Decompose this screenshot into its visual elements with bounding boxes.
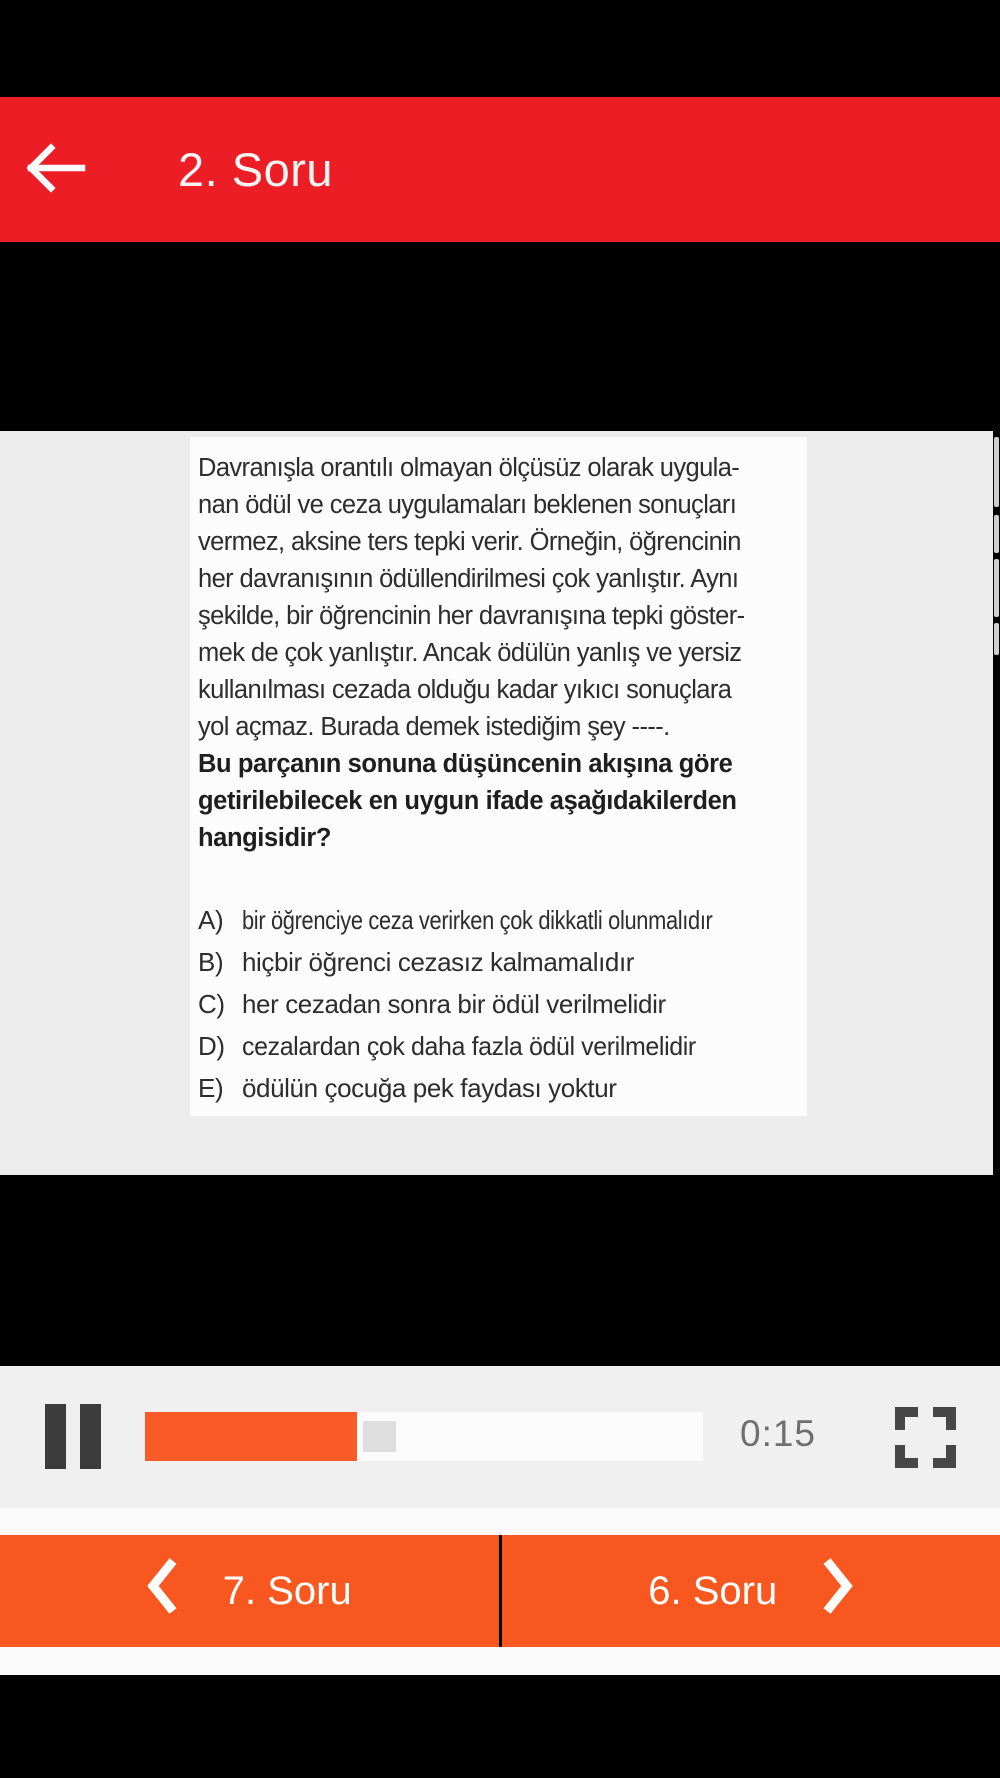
options-list [198, 899, 771, 1109]
status-bar-area [0, 0, 1000, 97]
time-label: 0:15 [740, 1413, 817, 1454]
passage-line: şekilde, bir öğrencinin her davranışına tepki göster- [198, 602, 745, 630]
chevron-right-icon [823, 1556, 853, 1626]
prev-question-label: 7. Soru [222, 1568, 352, 1613]
divider-strip-bottom [0, 1647, 1000, 1675]
fullscreen-button[interactable] [895, 1407, 956, 1468]
option-row-e [198, 1067, 771, 1109]
option-label: B) [198, 947, 224, 977]
option-row-b [198, 941, 771, 983]
question-passage [198, 450, 771, 746]
passage-line: mek de çok yanlıştır. Ancak ödülün yanlış ve yersiz [198, 639, 742, 667]
option-text: cezalardan çok daha fazla ödül verilmelidir [242, 1031, 696, 1061]
passage-line: kullanılması cezada olduğu kadar yıkıcı sonuçlara [198, 676, 732, 704]
divider-strip-top [0, 1508, 1000, 1535]
next-question-button[interactable] [502, 1535, 1000, 1647]
scrollbar-marks [993, 431, 1000, 1175]
back-arrow-icon [24, 141, 86, 198]
pause-icon [80, 1404, 101, 1469]
progress-bar[interactable] [145, 1412, 703, 1461]
fullscreen-icon [933, 1445, 956, 1468]
progress-fill [145, 1412, 357, 1461]
question-card [190, 437, 807, 1116]
option-label: A) [198, 905, 224, 935]
option-label: E) [198, 1073, 224, 1103]
passage-line: yol açmaz. Burada demek istediğim şey ----. [198, 713, 670, 741]
progress-buffer [363, 1421, 396, 1452]
chevron-left-icon [147, 1556, 177, 1626]
fullscreen-icon [895, 1445, 918, 1468]
passage-line: vermez, aksine ters tepki verir. Örneğin, öğrencinin [198, 528, 741, 556]
stem-line: Bu parçanın sonuna düşüncenin akışına göre [198, 750, 733, 778]
question-stem [198, 746, 771, 857]
pause-button[interactable] [45, 1404, 101, 1469]
passage-line: Davranışla orantılı olmayan ölçüsüz olarak uygula- [198, 454, 740, 482]
video-frame[interactable] [0, 431, 993, 1175]
option-text: her cezadan sonra bir ödül verilmelidir [242, 989, 666, 1019]
video-letterbox-bottom [0, 1175, 1000, 1366]
option-row-a [198, 899, 771, 941]
option-text: ödülün çocuğa pek faydası yoktur [242, 1073, 617, 1103]
option-row-d [198, 1025, 771, 1067]
stem-line: hangisidir? [198, 824, 332, 852]
page-title: 2. Soru [178, 143, 334, 196]
fullscreen-icon [933, 1407, 956, 1430]
bottom-black-area [0, 1675, 1000, 1778]
option-label: C) [198, 989, 225, 1019]
fullscreen-icon [895, 1407, 918, 1430]
option-text: bir öğrenciye ceza verirken çok dikkatli olunmalıdır [242, 905, 713, 935]
video-letterbox-top [0, 242, 1000, 431]
passage-line: nan ödül ve ceza uygulamaları beklenen sonuçları [198, 491, 737, 519]
option-text: hiçbir öğrenci cezasız kalmamalıdır [242, 947, 635, 977]
prev-question-button[interactable] [0, 1535, 499, 1647]
question-nav-bar [0, 1535, 1000, 1647]
passage-line: her davranışının ödüllendirilmesi çok yanlıştır. Aynı [198, 565, 739, 593]
option-label: D) [198, 1031, 225, 1061]
option-row-c [198, 983, 771, 1025]
back-button[interactable] [0, 97, 110, 242]
stem-line: getirilebilecek en uygun ifade aşağıdakilerden [198, 787, 737, 815]
next-question-label: 6. Soru [648, 1568, 778, 1613]
app-bar [0, 97, 1000, 242]
pause-icon [45, 1404, 66, 1469]
